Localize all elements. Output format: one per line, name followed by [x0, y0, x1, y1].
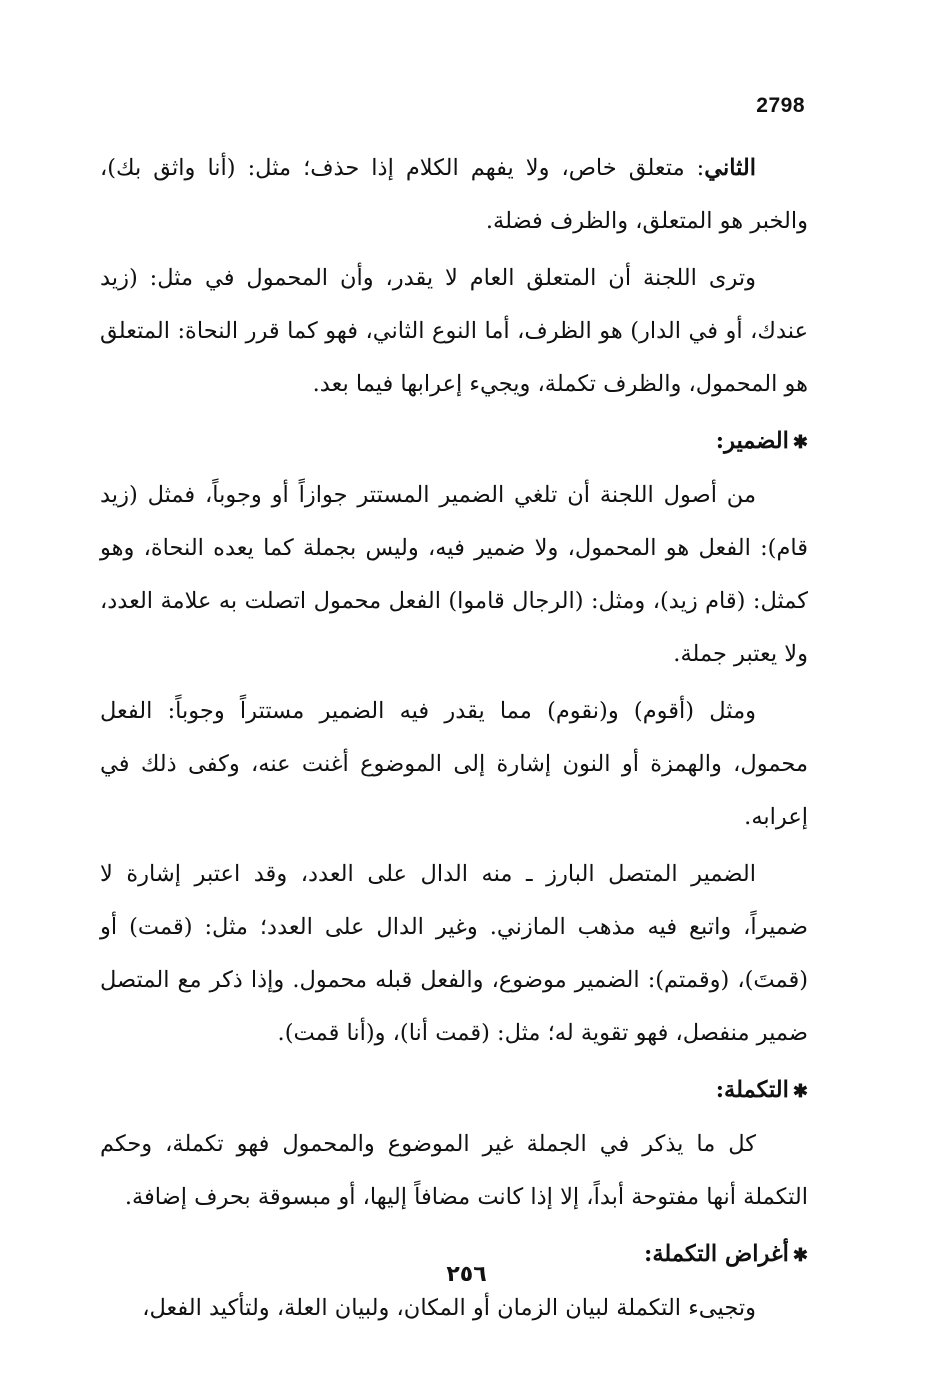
paragraph-aqum-naqum: ومثل (أقوم) و(نقوم) مما يقدر فيه الضمير مستتراً وجوباً: الفعل محمول، والهمزة أو النون إشارة إلى الموضوع أغنت عنه، وكفى ذلك في إعرابه.: [100, 698, 808, 830]
heading-complement: [100, 1064, 808, 1118]
paragraph-complement-purposes: وتجيىء التكملة لبيان الزمان أو المكان، ولبيان العلة، ولتأكيد الفعل،: [142, 1295, 756, 1321]
bullet-star-icon: ✱: [792, 1081, 808, 1102]
page-reference-number: 2798: [756, 94, 805, 117]
heading-text: أغراض التكملة:: [644, 1241, 789, 1267]
bullet-star-icon: ✱: [792, 1245, 808, 1266]
bullet-star-icon: ✱: [792, 432, 808, 453]
paragraph-second-type: [100, 142, 808, 248]
document-body: [100, 142, 808, 1339]
paragraph-complement-definition: كل ما يذكر في الجملة غير الموضوع والمحمول فهو تكملة، وحكم التكملة أنها مفتوحة أبداً، إلا إذا كانت مضافاً إليها، أو مبسوقة بحرف إضافة.: [100, 1131, 808, 1210]
heading-text: التكملة:: [715, 1077, 789, 1103]
paragraph-hidden-pronoun: من أصول اللجنة أن تلغي الضمير المستتر جوازاً أو وجوباً، فمثل (زيد قام): الفعل هو المحمول، ولا ضمير فيه، وليس بجملة كما يعده النحاة، وهو كمثل: (قام زيد)، ومثل: (الرجال قاموا) الفعل محمول اتصلت به علامة العدد، ولا يعتبر جملة.: [100, 482, 808, 667]
page-number: ٢٥٦: [446, 1262, 487, 1287]
heading-text: الضمير:: [715, 428, 789, 454]
paragraph-attached-pronoun: الضمير المتصل البارز ـ منه الدال على العدد، وقد اعتبر إشارة لا ضميراً، واتبع فيه مذهب المازني. وغير الدال على العدد؛ مثل: (قمت) أو (قمتَ)، (وقمتم): الضمير موضوع، والفعل قبله محمول. وإذا ذكر مع المتصل ضمير منفصل، فهو تقوية له؛ مثل: (قمت أنا)، و(أنا قمت).: [100, 861, 808, 1046]
paragraph-text: : متعلق خاص، ولا يفهم الكلام إذا حذف؛ مثل: (أنا واثق بك)، والخبر هو المتعلق، والظرف فضلة.: [100, 155, 808, 234]
paragraph-committee-view: وترى اللجنة أن المتعلق العام لا يقدر، وأن المحمول في مثل: (زيد عندك، أو في الدار) هو الظرف، أما النوع الثاني، فهو كما قرر النحاة: المتعلق هو المحمول، والظرف تكملة، ويجيء إعرابها فيما بعد.: [100, 265, 808, 397]
paragraph-lead-word: الثاني: [704, 155, 756, 181]
heading-pronoun: [100, 415, 808, 469]
